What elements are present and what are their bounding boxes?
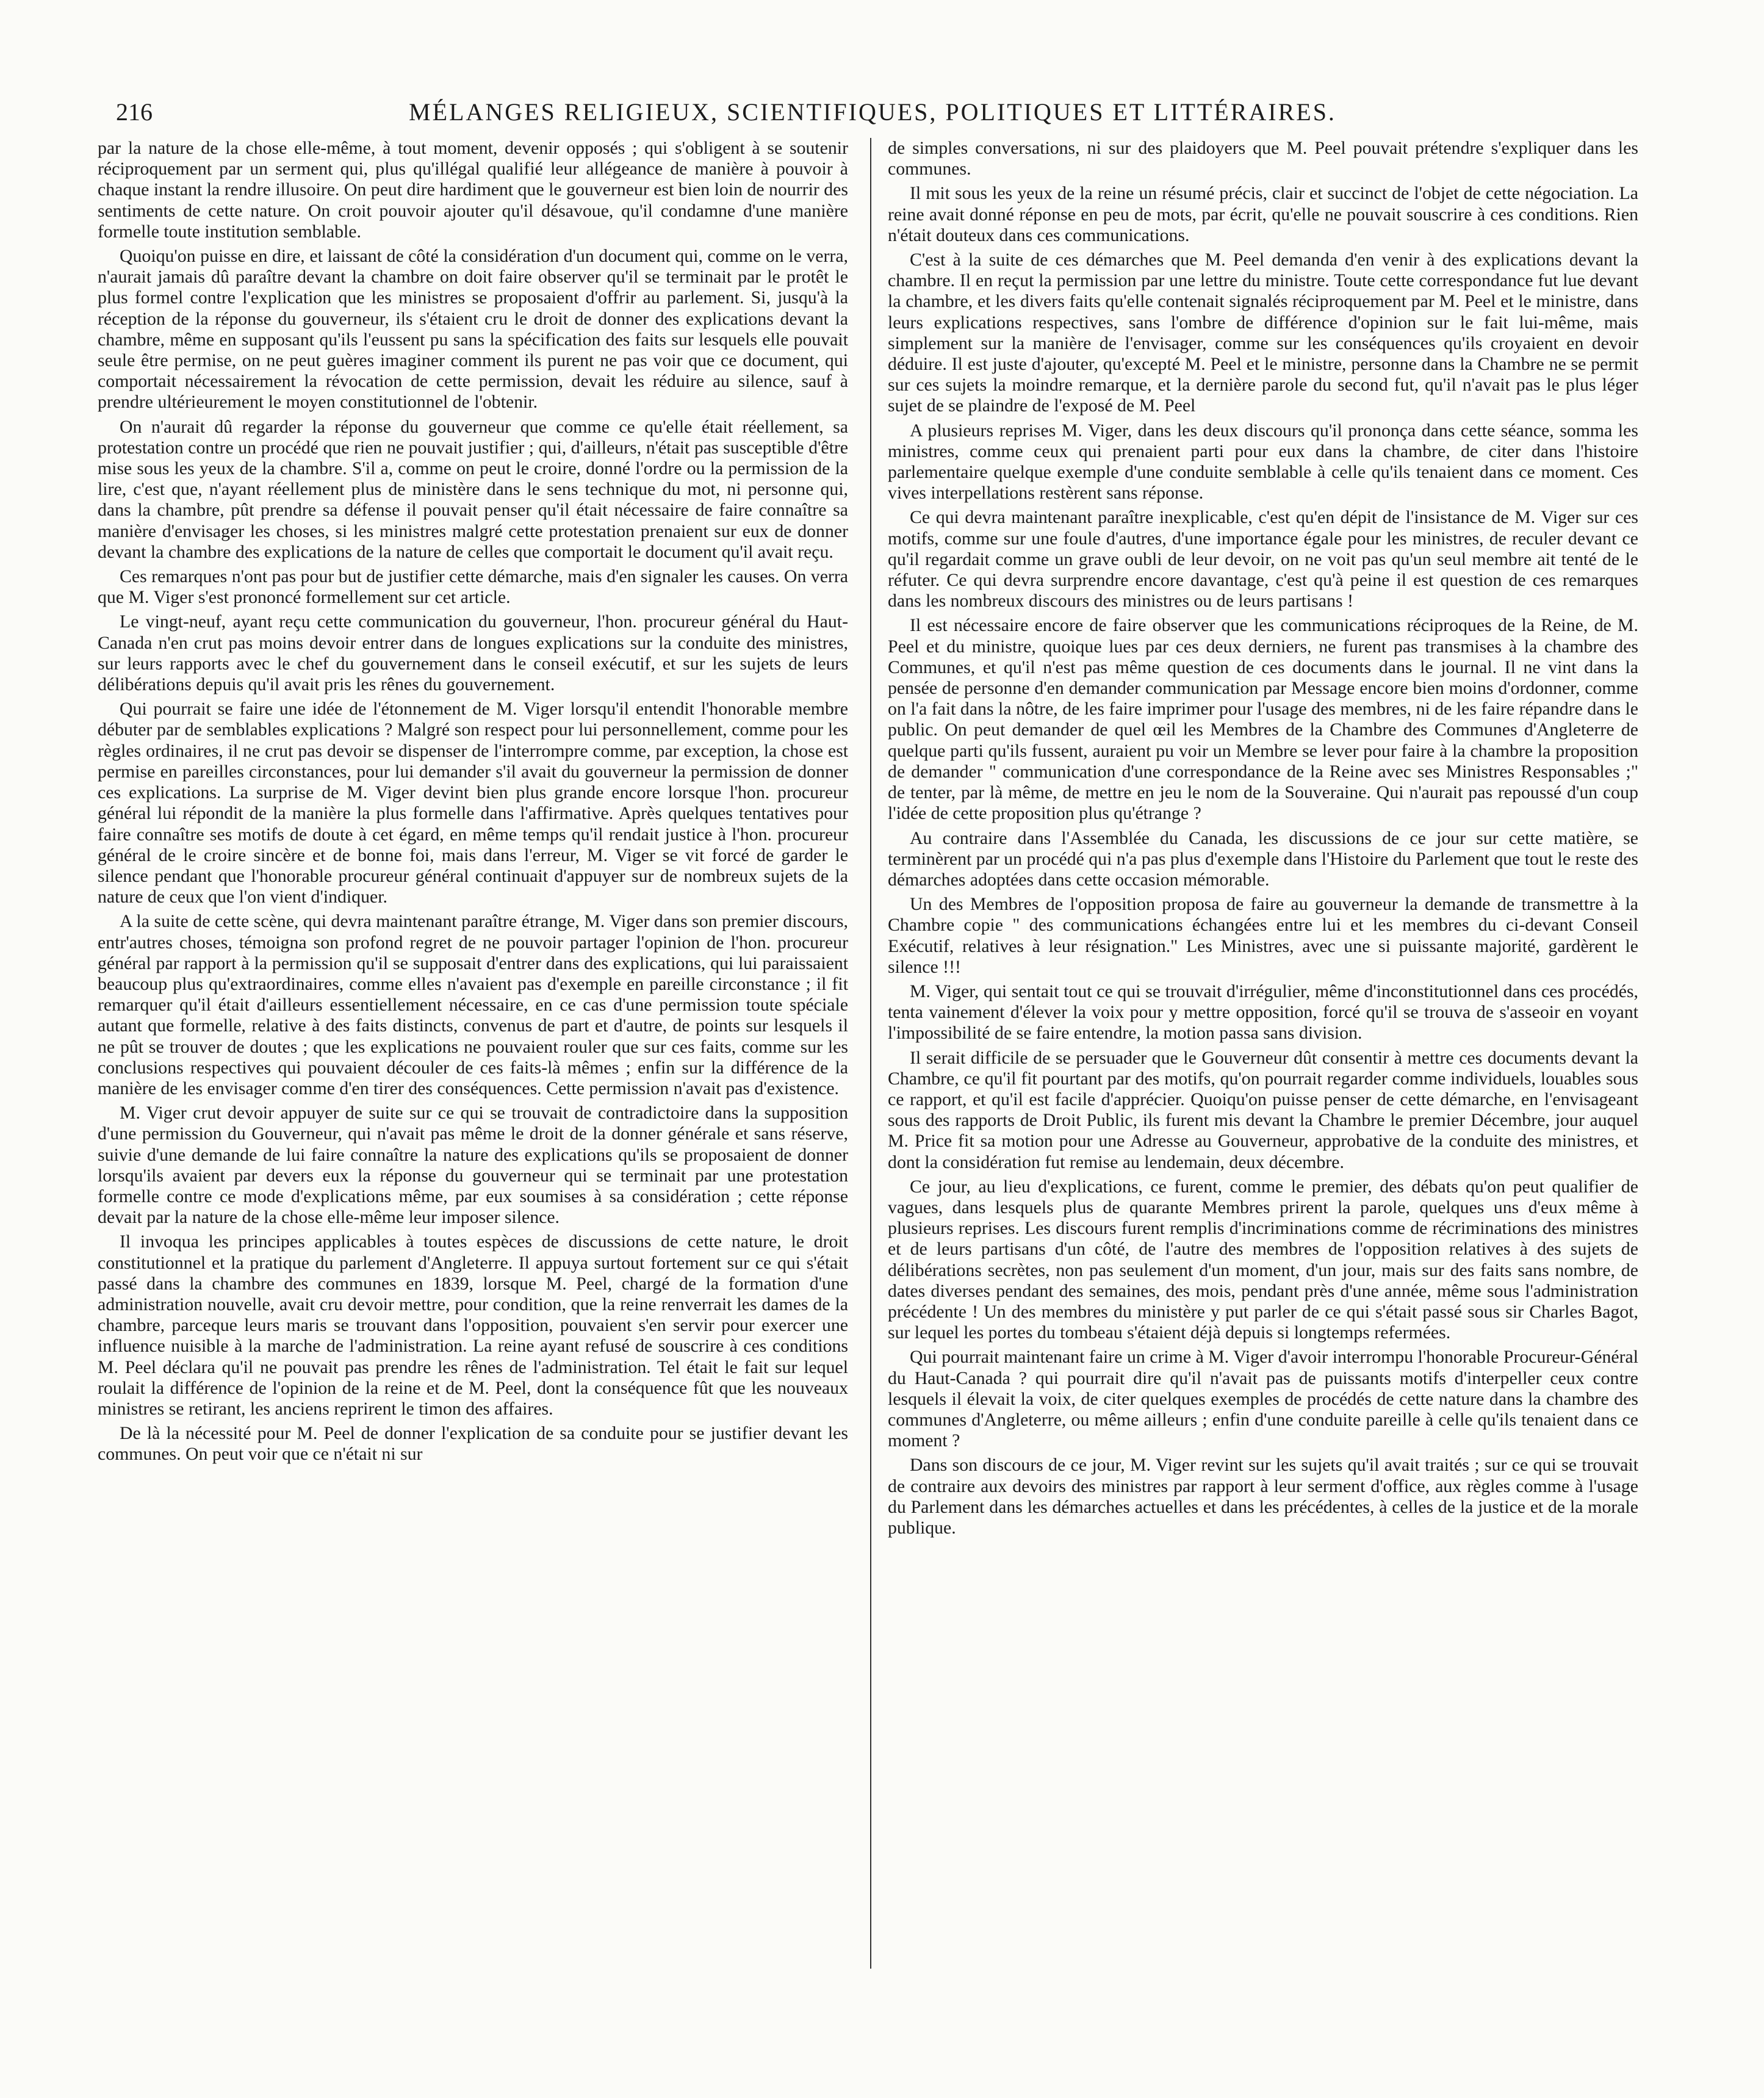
paragraph: Qui pourrait maintenant faire un crime à M. Viger d'avoir interrompu l'honorable Procureur-Général du Haut-Canada ? qui pourrait dire qu'il n'avait pas de puissants motifs d'interpeller ceux contre lesquels il élevait la voix, de citer quelques exemples de procédés de cette nature dans la chambre des communes d'Angleterre, ou même ailleurs ; enfin d'une conduite pareille à celle qu'ils tenaient dans ce moment ? bbox=[888, 1347, 1638, 1451]
paragraph: On n'aurait dû regarder la réponse du gouverneur que comme ce qu'elle était réellement, sa protestation contre un procédé que rien ne pouvait justifier ; qui, d'ailleurs, n'était pas susceptible d'être mise sous les yeux de la chambre. S'il a, comme on peut le croire, donné l'ordre ou la permission de la lire, c'est que, n'ayant réellement plus de ministère dans le sens technique du mot, ni personne qui, dans la chambre, pût prendre sa défense il pouvait penser qu'il était nécessaire de faire connaître sa manière d'envisager les choses, si les ministres malgré cette protestation prenaient sur eux de donner devant la chambre des explications de la nature de celles que comportait le document qu'il avait reçu. bbox=[98, 416, 848, 562]
paragraph: M. Viger crut devoir appuyer de suite sur ce qui se trouvait de contradictoire dans la supposition d'une permission du Gouverneur, qui n'avait pas même le droit de la donner générale et sans réserve, suivie d'une demande de lui faire connaître la nature des explications qu'ils se proposaient de donner lorsqu'ils avaient par devers eux la réponse du gouverneur qui se terminait par une protestation formelle contre ce mode d'explications même, par eux soumises à sa considération ; cette réponse devait par la nature de la chose elle-même leur imposer silence. bbox=[98, 1103, 848, 1228]
right-column bbox=[888, 138, 1638, 1969]
page-header bbox=[116, 98, 1678, 134]
paragraph: Il est nécessaire encore de faire observer que les communications réciproques de la Reine, de M. Peel et du ministre, quoique lues par ces deux derniers, ne furent pas transmises à la chambre des Communes, et qu'il n'est pas même question de ces documents dans le journal. Il ne vint dans la pensée de personne d'en demander communication par Message encore bien moins d'ordonner, comme on l'a fait dans la nôtre, de les faire imprimer pour l'usage des membres, ni de les faire répandre dans le public. On peut demander de quel œil les Membres de la Chambre des Communes d'Angleterre de quelque parti qu'ils fussent, auraient pu voir un Membre se lever pour faire à la chambre la proposition de demander " communication d'une correspondance de la Reine avec ses Ministres Responsables ;" de tenter, par là même, de mettre en jeu le nom de la Souveraine. Qui n'aurait pas repoussé d'un coup l'idée de cette proposition plus qu'étrange ? bbox=[888, 615, 1638, 824]
running-title: MÉLANGES RELIGIEUX, SCIENTIFIQUES, POLITIQUES ET LITTÉRAIRES. bbox=[409, 98, 1336, 126]
left-column bbox=[98, 138, 848, 1969]
page-number: 216 bbox=[116, 98, 153, 126]
paragraph: M. Viger, qui sentait tout ce qui se trouvait d'irrégulier, même d'inconstitutionnel dans ces procédés, tenta vainement d'élever la voix pour y mettre opposition, forcé qu'il se trouva de s'asseoir en voyant l'impossibilité de se faire entendre, la motion passa sans division. bbox=[888, 981, 1638, 1044]
column-divider bbox=[870, 138, 871, 1969]
paragraph: Ces remarques n'ont pas pour but de justifier cette démarche, mais d'en signaler les causes. On verra que M. Viger s'est prononcé formellement sur cet article. bbox=[98, 566, 848, 608]
paragraph: Il mit sous les yeux de la reine un résumé précis, clair et succinct de l'objet de cette négociation. La reine avait donné réponse en peu de mots, par écrit, qu'elle ne pouvait souscrire à ces conditions. Rien n'était douteux dans ces communications. bbox=[888, 183, 1638, 245]
paragraph: A plusieurs reprises M. Viger, dans les deux discours qu'il prononça dans cette séance, somma les ministres, comme ceux qui prenaient parti pour eux dans la chambre, de citer dans l'histoire parlementaire quelque exemple d'une conduite semblable à celle qu'ils tenaient dans ce moment. Ces vives interpellations restèrent sans réponse. bbox=[888, 420, 1638, 503]
paragraph: A la suite de cette scène, qui devra maintenant paraître étrange, M. Viger dans son premier discours, entr'autres choses, témoigna son profond regret de ne pouvoir partager l'opinion de l'hon. procureur général par rapport à la permission qu'il se supposait d'entrer dans des explications, qui lui paraissaient beaucoup plus qu'extraordinaires, comme elles n'avaient pas d'exemple en pareille circonstance ; il fit remarquer qu'il était d'ailleurs essentiellement nécessaire, en ce cas d'une permission toute spéciale autant que formelle, relative à des faits distincts, convenus de part et d'autre, de points sur lesquels il ne pût se trouver de doutes ; que les explications ne pouvaient rouler que sur ces faits, comme sur les conclusions respectives qui pouvaient découler de ces faits-là mêmes ; enfin sur la différence de la manière de les envisager comme d'en tirer des conséquences. Cette permission n'avait pas d'existence. bbox=[98, 911, 848, 1098]
paragraph: Le vingt-neuf, ayant reçu cette communication du gouverneur, l'hon. procureur général du Haut-Canada n'en crut pas moins devoir entrer dans de longues explications sur la conduite des ministres, sur leurs rapports avec le chef du gouvernement dans le conseil exécutif, et sur les sujets de leurs délibérations depuis qu'il avait pris les rênes du gouvernement. bbox=[98, 611, 848, 695]
paragraph: Dans son discours de ce jour, M. Viger revint sur les sujets qu'il avait traités ; sur ce qui se trouvait de contraire aux devoirs des ministres par rapport à leur serment d'office, aux règles comme à l'usage du Parlement dans les démarches actuelles et dans les précédentes, à celles de la justice et de la morale publique. bbox=[888, 1455, 1638, 1538]
paragraph: Il serait difficile de se persuader que le Gouverneur dût consentir à mettre ces documents devant la Chambre, ce qu'il fit pourtant par des motifs, qu'on pourrait regarder comme individuels, louables sous ce rapport, et qu'il est facile d'apprécier. Quoiqu'on puisse penser de cette démarche, en l'envisageant sous des rapports de Droit Public, ils furent mis devant la Chambre le premier Décembre, jour auquel M. Price fit sa motion pour une Adresse au Gouverneur, approbative de la conduite des ministres, et dont la considération fut remise au lendemain, deux décembre. bbox=[888, 1047, 1638, 1172]
paragraph: Ce qui devra maintenant paraître inexplicable, c'est qu'en dépit de l'insistance de M. Viger sur ces motifs, comme sur une foule d'autres, d'une importance égale pour les ministres, de reculer devant ce qu'il regardait comme un grave oubli de leur devoir, on ne voit pas qu'un seul membre ait tenté de le réfuter. Ce qui devra surprendre encore davantage, c'est qu'à peine il est question de ces remarques dans les nombreux discours des ministres ou de leurs partisans ! bbox=[888, 507, 1638, 611]
paragraph: Qui pourrait se faire une idée de l'étonnement de M. Viger lorsqu'il entendit l'honorable membre débuter par de semblables explications ? Malgré son respect pour lui personnellement, comme pour les règles ordinaires, il ne crut pas devoir se dispenser de l'interrompre comme, par exception, la chose est permise en pareilles circonstances, pour lui demander s'il avait du gouverneur la permission de donner ces explications. La surprise de M. Viger devint bien plus grande encore lorsque l'hon. procureur général lui répondit de la manière la plus formelle dans l'affirmative. Après quelques tentatives pour faire connaître ses motifs de doute à cet égard, en même temps qu'il rendait justice à l'hon. procureur général de le croire sincère et de bonne foi, mais dans l'erreur, M. Viger se vit forcé de garder le silence pendant que l'honorable procureur général continuait d'appuyer sur de nombreux sujets de la nature de ceux que l'on vient d'indiquer. bbox=[98, 699, 848, 907]
paragraph: de simples conversations, ni sur des plaidoyers que M. Peel pouvait prétendre s'expliquer dans les communes. bbox=[888, 138, 1638, 179]
paragraph: Un des Membres de l'opposition proposa de faire au gouverneur la demande de transmettre à la Chambre copie " des communications échangées entre lui et les membres du ci-devant Conseil Exécutif, relatives à leur résignation." Les Ministres, avec une si puissante majorité, gardèrent le silence !!! bbox=[888, 894, 1638, 977]
paragraph: Quoiqu'on puisse en dire, et laissant de côté la considération d'un document qui, comme on le verra, n'aurait jamais dû paraître devant la chambre on doit faire observer qu'il se terminait par le protêt le plus formel contre l'explication que les ministres se proposaient d'offrir au parlement. Si, jusqu'à la réception de la réponse du gouverneur, ils s'étaient cru le droit de donner des explications devant la chambre, même en supposant qu'ils l'eussent pu sans la spécification des faits sur lesquels elle pouvait seule être permise, on ne peut guères imaginer comment ils purent ne pas voir que ce document, qui comportait nécessairement la révocation de cette permission, devait les réduire au silence, sauf à prendre ultérieurement le moyen constitutionnel de l'obtenir. bbox=[98, 246, 848, 413]
paragraph: Ce jour, au lieu d'explications, ce furent, comme le premier, des débats qu'on peut qualifier de vagues, dans lesquels plus de quarante Membres prirent la parole, quelques uns d'eux même à plusieurs reprises. Les discours furent remplis d'incriminations comme de récriminations des ministres et de leurs partisans d'un côté, de l'autre des membres de l'opposition relatives à des sujets de délibérations secrètes, non pas seulement d'un moment, d'un jour, mais sur des faits sans nombre, de dates diverses pendant des semaines, des mois, pendant près d'une année, même sous l'administration précédente ! Un des membres du ministère y put parler de ce qui s'était passé sous sir Charles Bagot, sur lequel les portes du tombeau s'étaient déjà depuis si longtemps refermées. bbox=[888, 1176, 1638, 1343]
paragraph: Au contraire dans l'Assemblée du Canada, les discussions de ce jour sur cette matière, se terminèrent par un procédé qui n'a pas plus d'exemple dans l'Histoire du Parlement que tout le reste des démarches adoptées dans cette occasion mémorable. bbox=[888, 827, 1638, 890]
paragraph: De là la nécessité pour M. Peel de donner l'explication de sa conduite pour se justifier devant les communes. On peut voir que ce n'était ni sur bbox=[98, 1423, 848, 1465]
paragraph: par la nature de la chose elle-même, à tout moment, devenir opposés ; qui s'obligent à se soutenir réciproquement par un serment qui, plus qu'illégal qualifié leur allégeance de manière à pouvoir à chaque instant la rendre illusoire. On peut dire hardiment que le gouverneur est bien loin de nourrir des sentiments de cette nature. On croit pouvoir ajouter qu'il désavoue, qu'il condamne d'une manière formelle toute institution semblable. bbox=[98, 138, 848, 242]
paragraph: Il invoqua les principes applicables à toutes espèces de discussions de cette nature, le droit constitutionnel et la pratique du parlement d'Angleterre. Il appuya surtout fortement sur ce qui s'était passé dans la chambre des communes en 1839, lorsque M. Peel, chargé de la formation d'une administration nouvelle, avait cru devoir mettre, pour condition, que la reine renverrait les dames de la chambre, parceque leurs maris se trouvant dans l'opposition, pouvaient s'en servir pour exercer une influence nuisible à la marche de l'administration. La reine ayant refusé de souscrire à ces conditions M. Peel déclara qu'il ne pouvait pas prendre les rênes de l'administration. Tel était le fait sur lequel roulait la différence de l'opinion de la reine et de M. Peel, dont la conséquence fût que les nouveaux ministres se retirant, les anciens reprirent le timon des affaires. bbox=[98, 1231, 848, 1419]
paragraph: C'est à la suite de ces démarches que M. Peel demanda d'en venir à des explications devant la chambre. Il en reçut la permission par une lettre du ministre. Toute cette correspondance fut lue devant la chambre, et les divers faits qu'elle contenait signalés réciproquement par M. Peel et le ministre, dans leurs explications respectives, sans l'ombre de différence d'opinion sur le fait lui-même, mais simplement sur la manière de l'envisager, comme sur les conséquences qu'ils croyaient en devoir déduire. Il est juste d'ajouter, qu'excepté M. Peel et le ministre, personne dans la Chambre ne se permit sur ces sujets la moindre remarque, et la dernière parole du second fut, qu'il n'avait pas le plus léger sujet de se plaindre de l'exposé de M. Peel bbox=[888, 250, 1638, 416]
